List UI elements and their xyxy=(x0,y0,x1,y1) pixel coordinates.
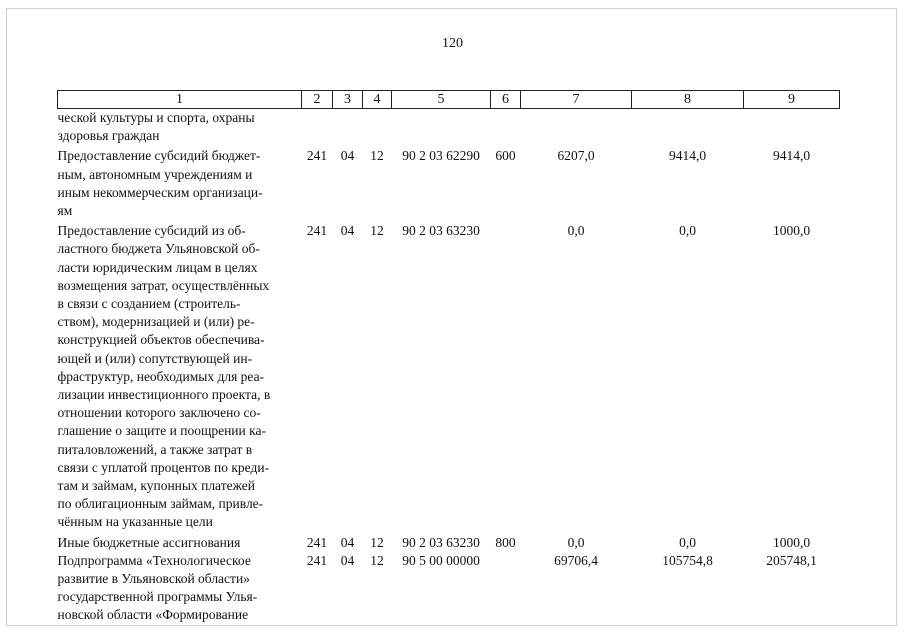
description-line: отношении которого заключено со- xyxy=(57,405,261,421)
cell-subsection: 12 xyxy=(370,552,384,568)
cell-expense-type xyxy=(491,552,521,625)
cell-amount-3 xyxy=(744,109,840,146)
cell-target-article: 90 2 03 63230 xyxy=(402,223,480,239)
cell-ministry: 241 xyxy=(306,148,328,164)
description-line: ластного бюджета Ульяновской об- xyxy=(57,241,260,257)
cell-section: 04 xyxy=(340,552,355,568)
description-line: Подпрограмма «Технологическое xyxy=(57,552,251,568)
description-line: там и займам, купонных платежей xyxy=(57,478,255,494)
table-row xyxy=(58,145,840,220)
description-line: конструкцией объектов обеспечива- xyxy=(57,332,265,348)
table-row xyxy=(58,552,840,625)
header-col-8: 8 xyxy=(632,91,744,109)
description-line: связи с уплатой процентов по креди- xyxy=(57,459,270,475)
cell-amount-1: 69706,4 xyxy=(554,552,598,568)
description-line: ством), модернизацией и (или) ре- xyxy=(57,314,255,330)
cell-subsection xyxy=(363,109,392,146)
cell-ministry: 241 xyxy=(306,552,328,568)
header-col-6: 6 xyxy=(491,91,521,109)
cell-subsection: 12 xyxy=(370,223,384,239)
description-line: в связи с созданием (строитель- xyxy=(57,296,241,312)
cell-ministry: 241 xyxy=(306,223,328,239)
cell-amount-3: 1000,0 xyxy=(772,223,811,239)
cell-target-article: 90 5 00 00000 xyxy=(402,552,480,568)
cell-amount-3: 9414,0 xyxy=(772,148,811,164)
description-line: государственной программы Улья- xyxy=(57,589,258,605)
table-row xyxy=(58,532,840,552)
row-description xyxy=(58,145,302,220)
row-description xyxy=(58,552,302,625)
description-line: фраструктур, необходимых для реа- xyxy=(57,368,265,384)
cell-target-article xyxy=(392,109,491,146)
cell-section: 04 xyxy=(340,223,355,239)
description-line: развитие в Ульяновской области» xyxy=(57,571,250,587)
cell-target-article: 90 2 03 63230 xyxy=(402,534,480,550)
cell-amount-1: 0,0 xyxy=(567,223,585,239)
cell-ministry: 241 xyxy=(306,534,328,550)
header-col-9: 9 xyxy=(744,91,840,109)
row-description xyxy=(58,109,302,146)
header-col-2: 2 xyxy=(302,91,333,109)
budget-table xyxy=(57,90,840,625)
table-header-row xyxy=(58,91,840,109)
description-line: ческой культуры и спорта, охраны xyxy=(57,110,255,125)
cell-section xyxy=(333,109,363,146)
description-line: чённым на указанные цели xyxy=(57,514,213,530)
description-line: здоровья граждан xyxy=(57,128,160,144)
description-line: Иные бюджетные ассигнования xyxy=(57,534,241,550)
description-line: новской области «Формирование xyxy=(57,607,249,623)
description-line: иным некоммерческим организаци- xyxy=(57,184,263,200)
cell-amount-1: 0,0 xyxy=(567,534,585,550)
cell-subsection: 12 xyxy=(370,534,384,550)
cell-amount-3: 1000,0 xyxy=(772,534,811,550)
header-col-4: 4 xyxy=(363,91,392,109)
cell-expense-type: 800 xyxy=(495,534,516,550)
cell-section: 04 xyxy=(340,148,355,164)
cell-amount-1: 6207,0 xyxy=(557,148,595,164)
header-col-1: 1 xyxy=(58,91,302,109)
description-line: ям xyxy=(57,203,73,219)
row-description xyxy=(58,220,302,531)
cell-expense-type: 600 xyxy=(495,148,516,164)
page-number: 120 xyxy=(442,36,463,51)
description-line: питаловложений, а также затрат в xyxy=(57,441,253,457)
cell-expense-type xyxy=(491,109,521,146)
header-col-7: 7 xyxy=(521,91,632,109)
cell-amount-2: 0,0 xyxy=(679,534,696,550)
table-row xyxy=(58,109,840,146)
cell-ministry xyxy=(302,109,333,146)
description-line: по облигационным займам, привле- xyxy=(57,496,264,512)
description-line: возмещения затрат, осуществлённых xyxy=(57,277,270,293)
cell-expense-type xyxy=(491,220,521,531)
description-line: глашение о защите и поощрении ка- xyxy=(57,423,266,439)
cell-amount-2 xyxy=(632,109,744,146)
cell-amount-2: 0,0 xyxy=(679,223,696,239)
description-line: ным, автономным учреждениям и xyxy=(57,166,253,182)
header-col-3: 3 xyxy=(333,91,363,109)
header-col-5: 5 xyxy=(392,91,491,109)
cell-target-article: 90 2 03 62290 xyxy=(402,148,480,164)
cell-subsection: 12 xyxy=(370,148,384,164)
description-line: Предоставление субсидий бюджет- xyxy=(57,148,261,164)
cell-amount-3: 205748,1 xyxy=(766,552,817,568)
description-line: ласти юридическим лицам в целях xyxy=(57,259,258,275)
table-row xyxy=(58,220,840,531)
cell-amount-2: 105754,8 xyxy=(662,552,713,568)
cell-amount-1 xyxy=(521,109,632,146)
description-line: лизации инвестиционного проекта, в xyxy=(57,387,271,403)
description-line: Предоставление субсидий из об- xyxy=(57,223,246,239)
cell-amount-2: 9414,0 xyxy=(668,148,707,164)
row-description xyxy=(58,532,302,552)
cell-section: 04 xyxy=(340,534,355,550)
description-line: ющей и (или) сопутствующей ин- xyxy=(57,350,253,366)
